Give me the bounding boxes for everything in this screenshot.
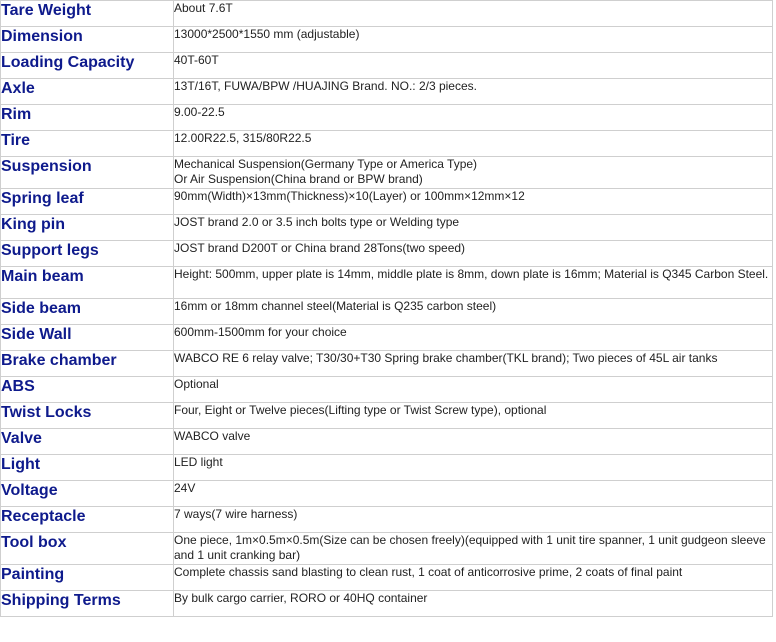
spec-row-side-wall bbox=[1, 325, 773, 351]
spec-label: Twist Locks bbox=[1, 403, 174, 429]
spec-value: Height: 500mm, upper plate is 14mm, middle plate is 8mm, down plate is 16mm; Material is Q345 Carbon Steel. bbox=[174, 267, 773, 299]
spec-row-tare-weight bbox=[1, 1, 773, 27]
spec-row-light bbox=[1, 455, 773, 481]
spec-value: WABCO valve bbox=[174, 429, 773, 455]
spec-label: Dimension bbox=[1, 27, 174, 53]
spec-value: 9.00-22.5 bbox=[174, 105, 773, 131]
spec-label: Loading Capacity bbox=[1, 53, 174, 79]
spec-value: WABCO RE 6 relay valve; T30/30+T30 Spring brake chamber(TKL brand); Two pieces of 45L air tanks bbox=[174, 351, 773, 377]
spec-row-twist-locks bbox=[1, 403, 773, 429]
spec-row-tire bbox=[1, 131, 773, 157]
spec-value: 24V bbox=[174, 481, 773, 507]
spec-label: ABS bbox=[1, 377, 174, 403]
spec-label: Support legs bbox=[1, 241, 174, 267]
spec-row-side-beam bbox=[1, 299, 773, 325]
spec-value: Optional bbox=[174, 377, 773, 403]
spec-label: Voltage bbox=[1, 481, 174, 507]
spec-row-dimension bbox=[1, 27, 773, 53]
spec-label: Axle bbox=[1, 79, 174, 105]
spec-value: 16mm or 18mm channel steel(Material is Q235 carbon steel) bbox=[174, 299, 773, 325]
spec-row-valve bbox=[1, 429, 773, 455]
spec-label: Receptacle bbox=[1, 507, 174, 533]
spec-value: 7 ways(7 wire harness) bbox=[174, 507, 773, 533]
spec-label: Tire bbox=[1, 131, 174, 157]
spec-label: Light bbox=[1, 455, 174, 481]
spec-label: Valve bbox=[1, 429, 174, 455]
spec-row-main-beam bbox=[1, 267, 773, 299]
spec-row-brake-chamber bbox=[1, 351, 773, 377]
spec-value: 40T-60T bbox=[174, 53, 773, 79]
spec-row-shipping-terms bbox=[1, 591, 773, 617]
spec-value bbox=[174, 157, 773, 189]
spec-row-painting bbox=[1, 565, 773, 591]
spec-row-rim bbox=[1, 105, 773, 131]
spec-label: Main beam bbox=[1, 267, 174, 299]
spec-value: JOST brand D200T or China brand 28Tons(two speed) bbox=[174, 241, 773, 267]
spec-label: Tare Weight bbox=[1, 1, 174, 27]
spec-value: 13T/16T, FUWA/BPW /HUAJING Brand. NO.: 2/3 pieces. bbox=[174, 79, 773, 105]
spec-value: JOST brand 2.0 or 3.5 inch bolts type or Welding type bbox=[174, 215, 773, 241]
spec-label: Side Wall bbox=[1, 325, 174, 351]
spec-value: Four, Eight or Twelve pieces(Lifting type or Twist Screw type), optional bbox=[174, 403, 773, 429]
spec-label: Painting bbox=[1, 565, 174, 591]
spec-label: Suspension bbox=[1, 157, 174, 189]
spec-value-line: Mechanical Suspension(Germany Type or America Type) bbox=[174, 157, 478, 171]
spec-value: 90mm(Width)×13mm(Thickness)×10(Layer) or 100mm×12mm×12 bbox=[174, 189, 773, 215]
spec-row-abs bbox=[1, 377, 773, 403]
spec-label: Shipping Terms bbox=[1, 591, 174, 617]
spec-label: King pin bbox=[1, 215, 174, 241]
spec-label: Side beam bbox=[1, 299, 174, 325]
spec-value-line: Or Air Suspension(China brand or BPW brand) bbox=[174, 172, 423, 186]
spec-row-suspension bbox=[1, 157, 773, 189]
spec-value: 600mm-1500mm for your choice bbox=[174, 325, 773, 351]
spec-value: One piece, 1m×0.5m×0.5m(Size can be chosen freely)(equipped with 1 unit tire spanner, 1 unit gudgeon sleeve and 1 unit cranking bar) bbox=[174, 533, 773, 565]
spec-value: LED light bbox=[174, 455, 773, 481]
spec-row-axle bbox=[1, 79, 773, 105]
spec-value: About 7.6T bbox=[174, 1, 773, 27]
spec-value: By bulk cargo carrier, RORO or 40HQ container bbox=[174, 591, 773, 617]
spec-row-king-pin bbox=[1, 215, 773, 241]
spec-value: 12.00R22.5, 315/80R22.5 bbox=[174, 131, 773, 157]
spec-label: Rim bbox=[1, 105, 174, 131]
spec-label: Spring leaf bbox=[1, 189, 174, 215]
spec-row-loading-capacity bbox=[1, 53, 773, 79]
spec-row-spring-leaf bbox=[1, 189, 773, 215]
spec-row-receptacle bbox=[1, 507, 773, 533]
spec-value: 13000*2500*1550 mm (adjustable) bbox=[174, 27, 773, 53]
spec-label: Brake chamber bbox=[1, 351, 174, 377]
spec-label: Tool box bbox=[1, 533, 174, 565]
spec-row-tool-box bbox=[1, 533, 773, 565]
spec-row-voltage bbox=[1, 481, 773, 507]
spec-row-support-legs bbox=[1, 241, 773, 267]
spec-value: Complete chassis sand blasting to clean rust, 1 coat of anticorrosive prime, 2 coats of final paint bbox=[174, 565, 773, 591]
